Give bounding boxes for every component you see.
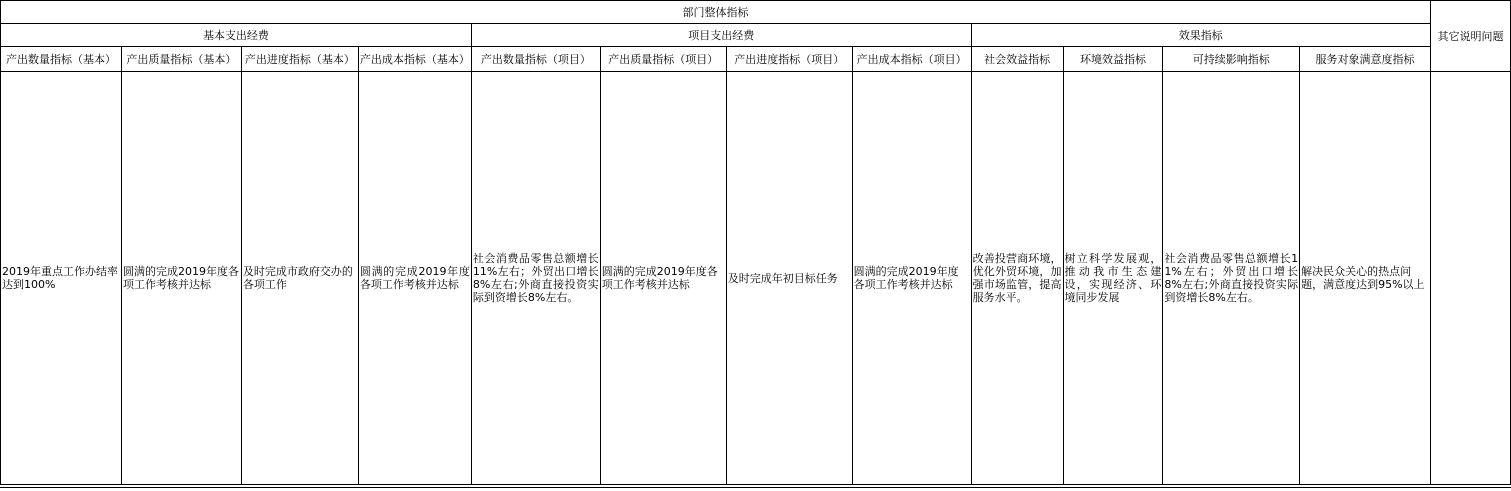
value-cell: 及时完成市政府交办的各项工作 [241, 72, 358, 485]
group-basic-expense: 基本支出经费 [1, 24, 472, 47]
value-cell: 改善投营商环境，优化外贸环境，加强市场监管，提高服务水平。 [971, 72, 1063, 485]
group-project-expense: 项目支出经费 [471, 24, 971, 47]
value-cell: 树立科学发展观，推动我市生态建设，实现经济、环境同步发展 [1063, 72, 1163, 485]
column-header: 产出质量指标（基本） [121, 47, 241, 72]
column-header: 可持续影响指标 [1163, 47, 1300, 72]
column-header: 产出进度指标（基本） [241, 47, 358, 72]
value-cell: 圆满的完成2019年度各项工作考核并达标 [121, 72, 241, 485]
column-header: 产出进度指标（项目） [726, 47, 852, 72]
column-header: 产出成本指标（基本） [358, 47, 471, 72]
group-effect-indicators: 效果指标 [971, 24, 1430, 47]
column-header: 社会效益指标 [971, 47, 1063, 72]
column-header: 环境效益指标 [1063, 47, 1163, 72]
column-header: 产出数量指标（项目） [471, 47, 600, 72]
column-header: 服务对象满意度指标 [1300, 47, 1431, 72]
value-cell: 社会消费品零售总额增长11%左右；外贸出口增长8%左右;外商直接投资实际到资增长8%左右。 [471, 72, 600, 485]
value-cell: 圆满的完成2019年度各项工作考核并达标 [600, 72, 726, 485]
column-header: 产出成本指标（项目） [852, 47, 971, 72]
value-cell: 社会消费品零售总额增长11%左右；外贸出口增长8%左右;外商直接投资实际到资增长8%左右。 [1163, 72, 1300, 485]
column-header: 产出质量指标（项目） [600, 47, 726, 72]
value-cell: 圆满的完成2019年度各项工作考核并达标 [852, 72, 971, 485]
table-title: 部门整体指标 [1, 1, 1431, 24]
column-header: 产出数量指标（基本） [1, 47, 122, 72]
other-header: 其它说明问题 [1430, 1, 1510, 72]
value-cell: 2019年重点工作办结率达到100% [1, 72, 122, 485]
value-cell: 圆满的完成2019年度各项工作考核并达标 [358, 72, 471, 485]
value-cell: 及时完成年初目标任务 [726, 72, 852, 485]
value-cell: 解决民众关心的热点问题，满意度达到95%以上 [1300, 72, 1431, 485]
sheet-bottom-border [0, 487, 1511, 488]
other-value-cell [1430, 72, 1510, 485]
